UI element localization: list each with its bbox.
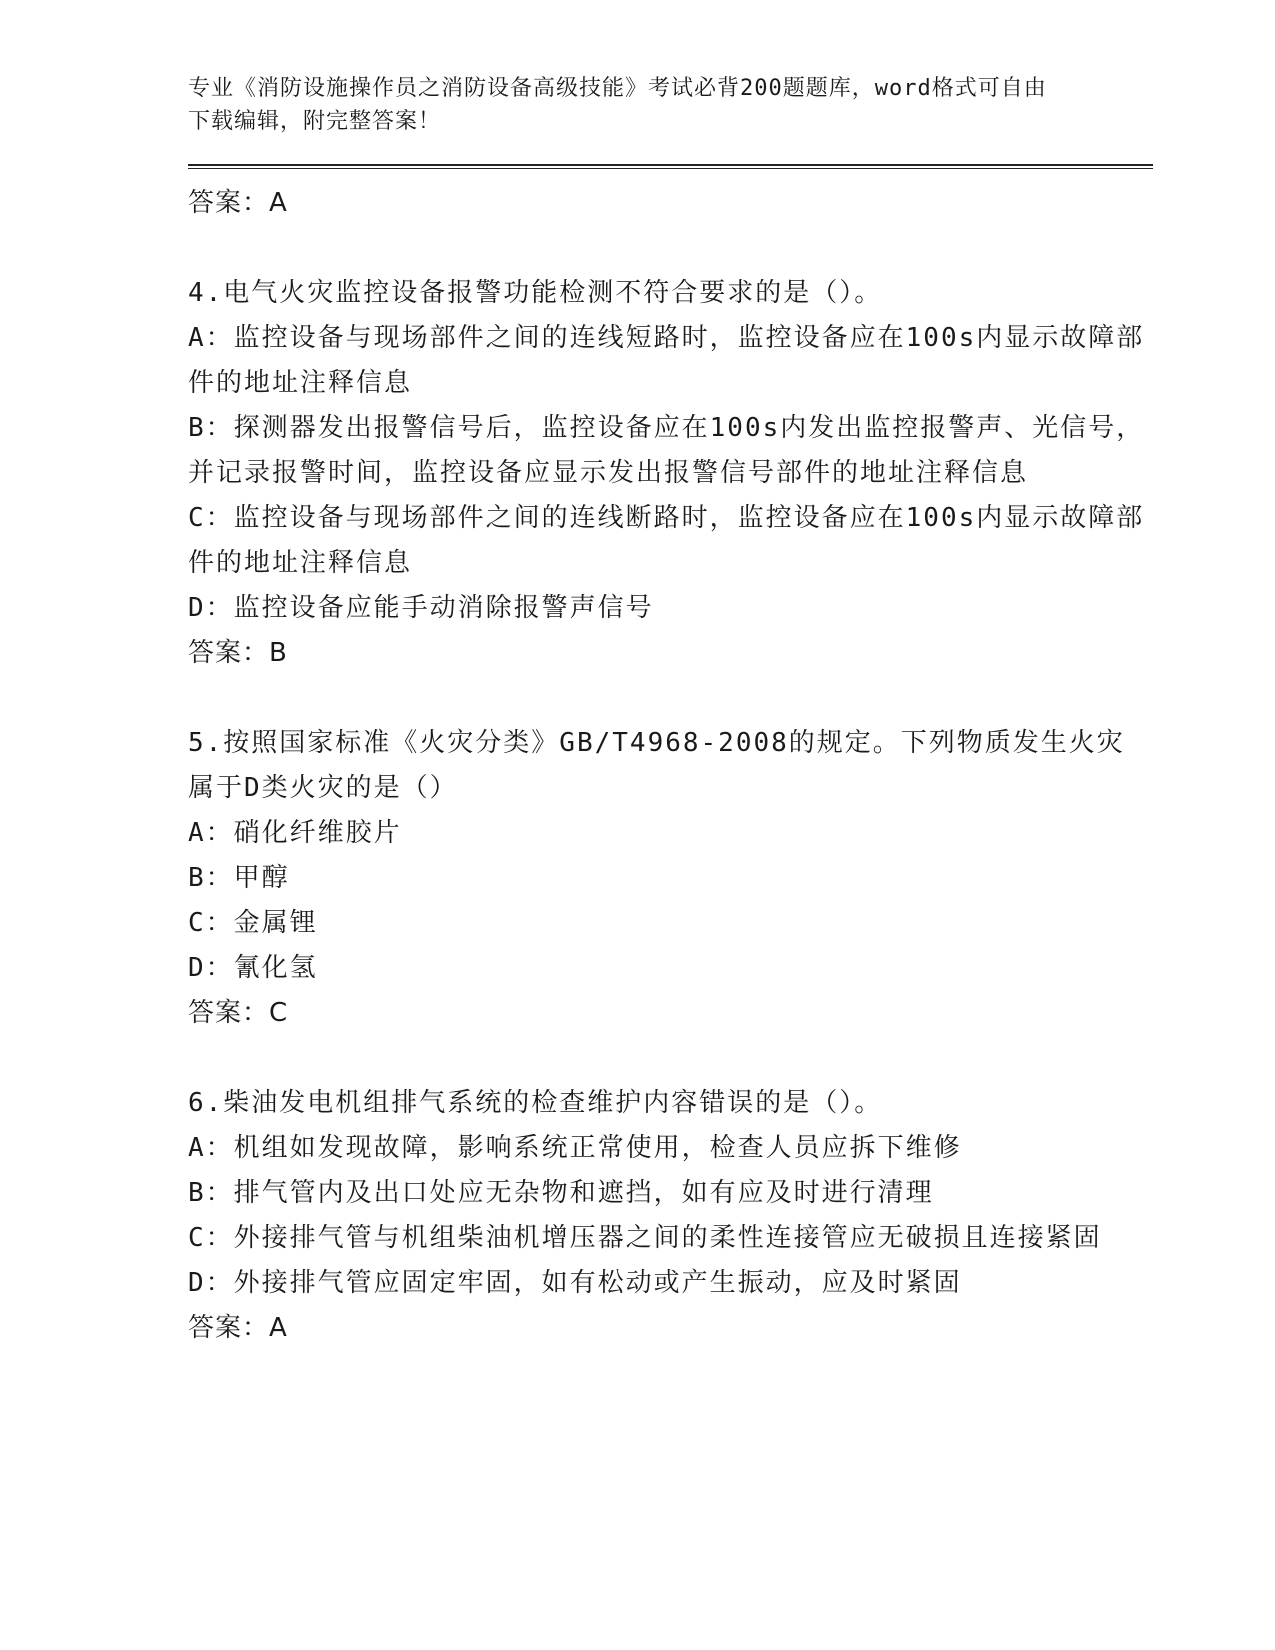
question-text: 5.按照国家标准《火灾分类》GB/T4968-2008的规定。下列物质发生火灾属于D类火灾的是（） — [188, 728, 1125, 803]
answer-line: 答案：A — [188, 1313, 288, 1343]
question-text: 4.电气火灾监控设备报警功能检测不符合要求的是（）。 — [188, 278, 883, 308]
option-b: B：探测器发出报警信号后，监控设备应在100s内发出监控报警声、光信号，并记录报警时间，监控设备应显示发出报警信号部件的地址注释信息 — [188, 413, 1145, 488]
document-page — [188, 0, 1148, 1350]
option-b: B：甲醇 — [188, 863, 290, 893]
option-a: A：监控设备与现场部件之间的连线短路时，监控设备应在100s内显示故障部件的地址注释信息 — [188, 323, 1145, 398]
question-block — [188, 271, 1148, 675]
question-text: 6.柴油发电机组排气系统的检查维护内容错误的是（）。 — [188, 1088, 883, 1118]
option-d: D：监控设备应能手动消除报警声信号 — [188, 593, 654, 623]
option-c: C：监控设备与现场部件之间的连线断路时，监控设备应在100s内显示故障部件的地址注释信息 — [188, 503, 1145, 578]
option-c: C：外接排气管与机组柴油机增压器之间的柔性连接管应无破损且连接紧固 — [188, 1223, 1102, 1253]
question-block — [188, 1081, 1148, 1350]
option-c: C：金属锂 — [188, 908, 318, 938]
option-d: D：外接排气管应固定牢固，如有松动或产生振动，应及时紧固 — [188, 1268, 962, 1298]
answer-line: 答案：B — [188, 638, 288, 668]
option-d: D：氰化氢 — [188, 953, 318, 983]
option-b: B：排气管内及出口处应无杂物和遮挡，如有应及时进行清理 — [188, 1178, 934, 1208]
answer-line: 答案：A — [188, 188, 288, 218]
option-a: A：硝化纤维胶片 — [188, 818, 402, 848]
document-header: 专业《消防设施操作员之消防设备高级技能》考试必背200题题库，word格式可自由下载编辑，附完整答案！ — [188, 76, 1047, 134]
answer-line: 答案：C — [188, 998, 289, 1028]
header-divider — [188, 164, 1153, 169]
option-a: A：机组如发现故障，影响系统正常使用，检查人员应拆下维修 — [188, 1133, 962, 1163]
question-block — [188, 721, 1148, 1035]
